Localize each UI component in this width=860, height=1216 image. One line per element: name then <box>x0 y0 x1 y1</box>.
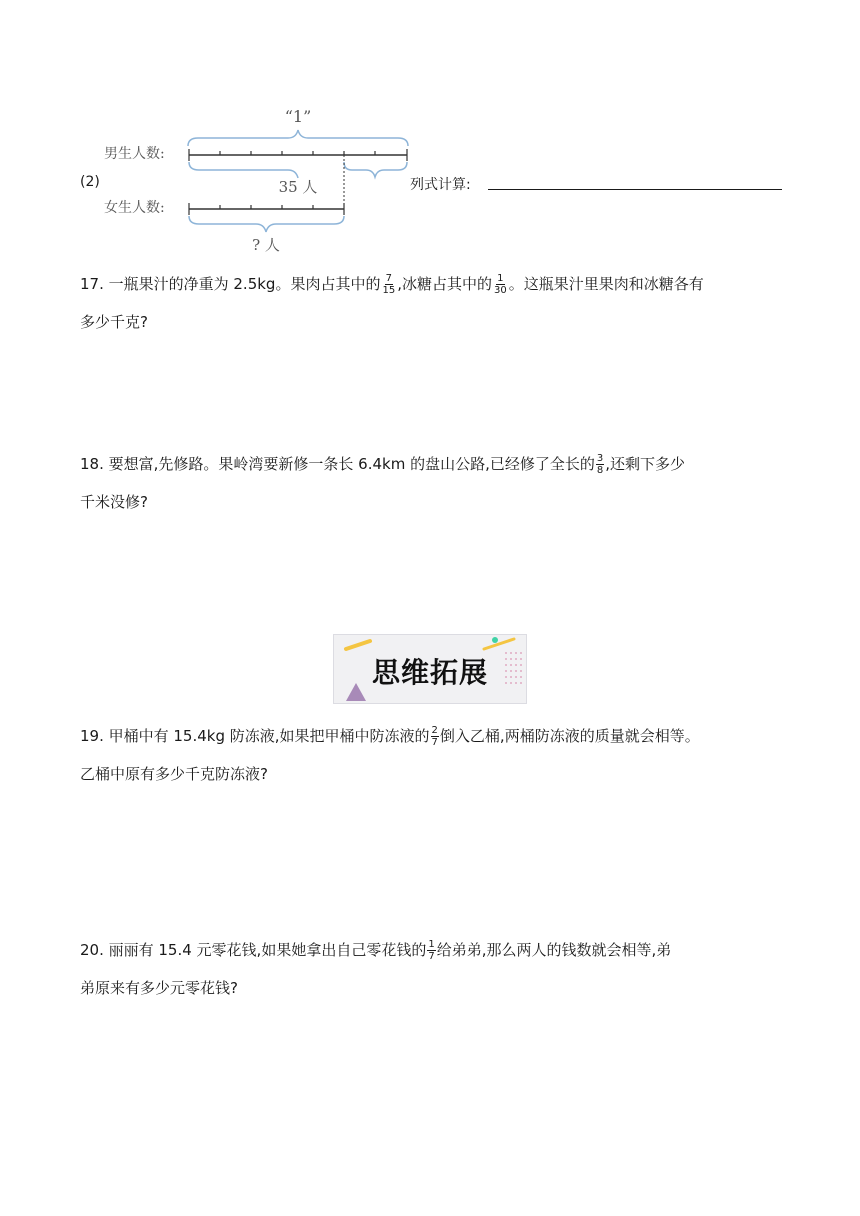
q18-text-b: ,还剩下多少 <box>605 455 686 473</box>
q19-fraction <box>431 725 439 748</box>
q20-line2: 弟原来有多少元零花钱? <box>80 979 238 997</box>
fraction-numerator: 3 <box>596 453 604 464</box>
formula-label: 列式计算: <box>410 177 471 193</box>
q17-fraction-pulp <box>381 273 396 296</box>
question-17 <box>80 266 785 340</box>
q20-text-a: 20. 丽丽有 15.4 元零花钱,如果她拿出自己零花钱的 <box>80 941 427 959</box>
girls-unknown: ? 人 <box>252 236 280 254</box>
question-19 <box>80 718 785 792</box>
q18-line1 <box>80 446 785 482</box>
q17-fraction-sugar <box>493 273 508 296</box>
q18-text-a: 18. 要想富,先修路。果岭湾要新修一条长 6.4km 的盘山公路,已经修了全长的 <box>80 455 595 473</box>
fraction-denominator: 8 <box>596 465 604 476</box>
question-20 <box>80 932 785 1006</box>
q17-text-c: 。这瓶果汁里果肉和冰糖各有 <box>508 275 704 293</box>
answer-blank[interactable] <box>488 189 782 190</box>
q17-line2: 多少千克? <box>80 313 148 331</box>
fraction-denominator: 7 <box>431 737 438 748</box>
q18-fraction <box>596 453 604 476</box>
boys-label: 男生人数: <box>104 146 165 162</box>
q19-text-b: 倒入乙桶,两桶防冻液的质量就会相等。 <box>439 727 700 745</box>
q19-text-a: 19. 甲桶中有 15.4kg 防冻液,如果把甲桶中防冻液的 <box>80 727 430 745</box>
q19-line1 <box>80 718 785 754</box>
line-segment-diagram <box>100 100 420 260</box>
q20-fraction <box>427 939 435 962</box>
banner-title: 思维拓展 <box>371 656 488 689</box>
q17-line1 <box>80 266 785 302</box>
part-label: (2) <box>80 174 100 190</box>
question-18 <box>80 446 785 520</box>
fraction-numerator: 1 <box>497 273 504 284</box>
top-brace <box>188 130 408 146</box>
q17-text-b: ,冰糖占其中的 <box>397 275 492 293</box>
boys-remainder-brace <box>344 162 407 177</box>
q18-line2: 千米没修? <box>80 493 148 511</box>
boys-count: 35 人 <box>278 178 318 196</box>
q20-text-b: 给弟弟,那么两人的钱数就会相等,弟 <box>436 941 672 959</box>
thirty-five-brace <box>189 162 298 178</box>
fraction-numerator: 1 <box>428 939 435 950</box>
q17-text-a: 17. 一瓶果汁的净重为 2.5kg。果肉占其中的 <box>80 275 381 293</box>
q20-line1 <box>80 932 785 968</box>
section-banner <box>333 634 527 704</box>
fraction-denominator: 30 <box>493 285 507 296</box>
fraction-numerator: 7 <box>385 273 393 284</box>
fraction-denominator: 7 <box>428 951 435 962</box>
one-label: “1” <box>284 107 312 126</box>
fraction-denominator: 15 <box>382 285 396 296</box>
girls-brace <box>189 216 344 232</box>
girls-label: 女生人数: <box>104 200 165 216</box>
fraction-numerator: 2 <box>431 725 438 736</box>
q19-line2: 乙桶中原有多少千克防冻液? <box>80 765 268 783</box>
